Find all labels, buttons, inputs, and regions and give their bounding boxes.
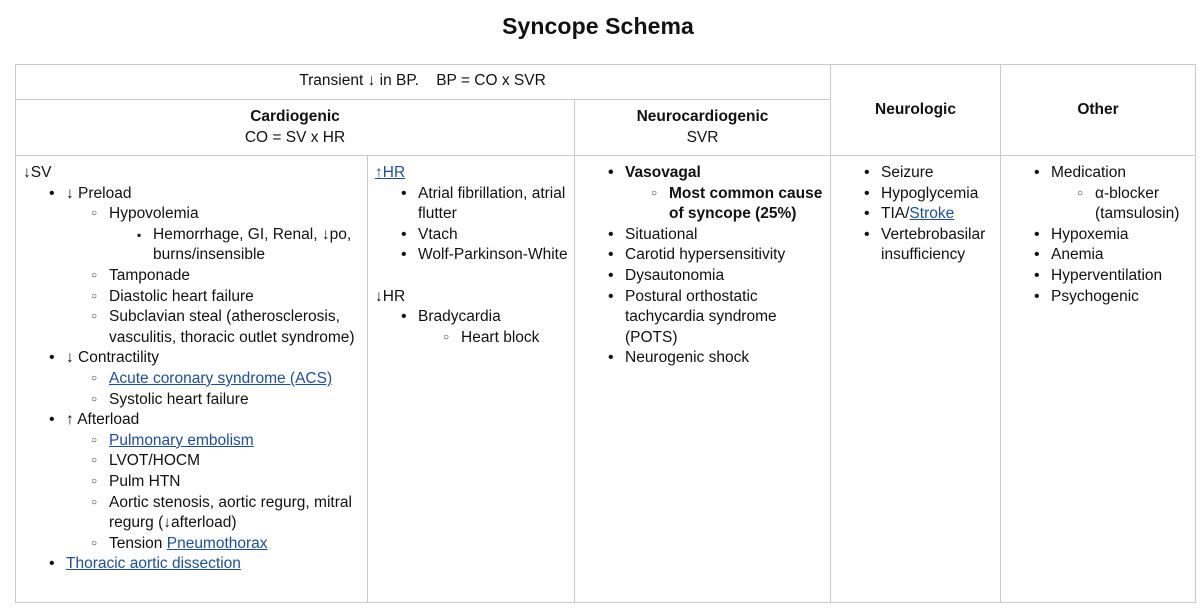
header-other: Other (1077, 101, 1119, 118)
divider-h-header (15, 99, 830, 100)
hr-down-heading: ↓HR (375, 287, 406, 305)
neurologic-column (838, 163, 985, 266)
hemorrhage-item-cont: burns/insensible (153, 246, 266, 264)
hr-up-link[interactable]: HR (382, 164, 406, 181)
header-neurocardiogenic: Neurocardiogenic (636, 108, 769, 125)
vtach-item: • Vtach (418, 225, 568, 246)
seizure-item: • Seizure (881, 163, 985, 184)
aortic-item: ○ Aortic stenosis, aortic regurg, mitral (109, 493, 355, 514)
aortic-dissection-link[interactable]: Thoracic aortic dissection (66, 555, 241, 573)
divider-v-other (1000, 64, 1001, 602)
hr-up-arrow[interactable]: ↑ (375, 164, 383, 181)
tia-label: TIA/ (881, 205, 910, 223)
contractility-item: • ↓ Contractility (66, 348, 355, 369)
most-common-item: ○ Most common cause (669, 184, 822, 205)
pots-item-cont-2: (POTS) (625, 328, 678, 346)
header-neurologic: Neurologic (875, 101, 956, 118)
divider-v-hr (367, 155, 368, 602)
psychogenic-item: • Psychogenic (1051, 287, 1179, 308)
subclavian-item: ○ Subclavian steal (atherosclerosis, (109, 307, 355, 328)
tamponade-item: ○ Tamponade (109, 266, 355, 287)
preload-item: • ↓ Preload (66, 184, 355, 205)
sv-heading: ↓SV (23, 164, 52, 181)
systolic-item: ○ Systolic heart failure (109, 390, 355, 411)
pulmonary-embolism-link[interactable]: Pulmonary embolism (109, 431, 254, 449)
header-cardiogenic: Cardiogenic (250, 108, 340, 125)
lvot-item: ○ LVOT/HOCM (109, 451, 355, 472)
vasovagal-item: • Vasovagal (625, 163, 822, 184)
neurocardio-column (582, 163, 822, 369)
pulm-htn-item: ○ Pulm HTN (109, 472, 355, 493)
hypovolemia-item: ○ Hypovolemia (109, 204, 355, 225)
afterload-item: • ↑ Afterload (66, 410, 355, 431)
diastolic-item: ○ Diastolic heart failure (109, 287, 355, 308)
dysautonomia-item: • Dysautonomia (625, 266, 822, 287)
hypoxemia-item: • Hypoxemia (1051, 225, 1179, 246)
divider-v-neurocardio (574, 99, 575, 602)
subclavian-item-cont: vasculitis, thoracic outlet syndrome) (109, 328, 355, 346)
header-transient: Transient ↓ in BP. BP = CO x SVR (299, 72, 546, 89)
afib-item-cont: flutter (418, 205, 457, 223)
hr-column (375, 163, 568, 348)
acs-link[interactable]: Acute coronary syndrome (ACS) (109, 369, 333, 387)
header-neurocardiogenic-formula: SVR (686, 129, 719, 146)
afib-item: • Atrial fibrillation, atrial (418, 184, 568, 205)
aortic-item-cont: regurg (↓afterload) (109, 514, 237, 532)
neurogenic-shock-item: • Neurogenic shock (625, 348, 822, 369)
heart-block-item: ○ Heart block (461, 328, 568, 349)
pots-item: • Postural orthostatic (625, 287, 822, 308)
stroke-link[interactable]: Stroke (909, 205, 955, 223)
header-cardiogenic-formula: CO = SV x HR (244, 129, 346, 146)
other-column (1008, 163, 1179, 307)
page-title: Syncope Schema (502, 13, 694, 39)
anemia-item: • Anemia (1051, 245, 1179, 266)
pneumothorax-link[interactable]: Pneumothorax (166, 534, 268, 552)
bradycardia-item: • Bradycardia (418, 307, 568, 328)
hemorrhage-item: ▪ Hemorrhage, GI, Renal, ↓po, (153, 225, 355, 246)
divider-v-neurologic (830, 64, 831, 602)
divider-h-body (15, 155, 1195, 156)
vertebrobasilar-item-cont: insufficiency (881, 246, 966, 264)
alpha-blocker-item: ○ α-blocker (1095, 184, 1179, 205)
alpha-blocker-item-cont: (tamsulosin) (1095, 205, 1180, 223)
hypoglycemia-item: • Hypoglycemia (881, 184, 985, 205)
pots-item-cont-1: tachycardia syndrome (625, 308, 777, 326)
medication-item: • Medication (1051, 163, 1179, 184)
most-common-item-cont: of syncope (25%) (669, 205, 797, 223)
wpw-item: • Wolf-Parkinson-White (418, 245, 568, 266)
hyperventilation-item: • Hyperventilation (1051, 266, 1179, 287)
carotid-item: • Carotid hypersensitivity (625, 245, 822, 266)
situational-item: • Situational (625, 225, 822, 246)
sv-column (23, 163, 355, 575)
vertebrobasilar-item: • Vertebrobasilar (881, 225, 985, 246)
tension-label: Tension (109, 534, 167, 552)
